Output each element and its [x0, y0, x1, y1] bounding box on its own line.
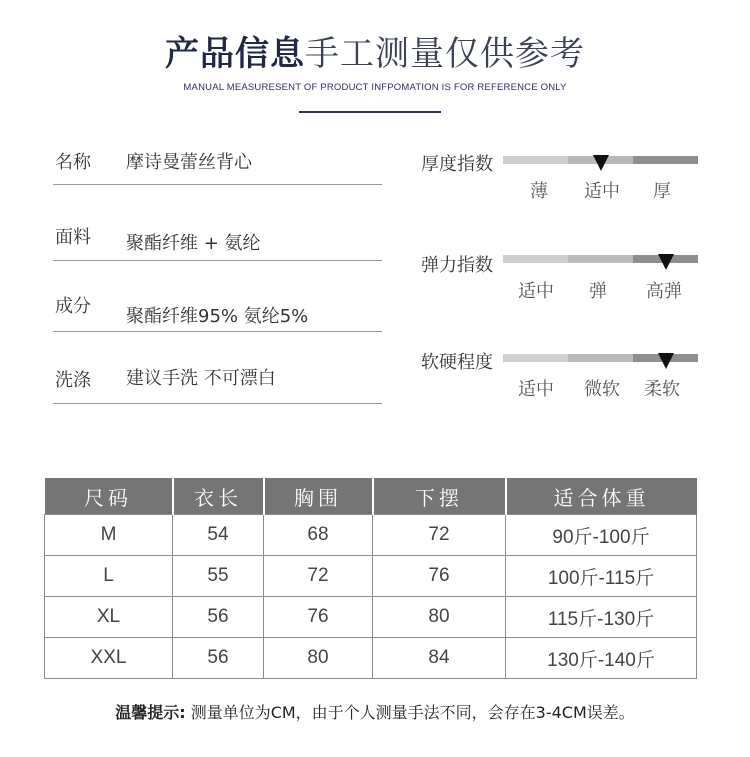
marker-icon: [593, 155, 609, 171]
table-row: [45, 515, 697, 556]
table-row: [45, 556, 697, 597]
note-prefix: 温馨提示:: [115, 703, 186, 722]
info-label-composition: 成分: [55, 296, 91, 317]
info-value-name: 摩诗曼蕾丝背心: [126, 152, 252, 173]
table-cell: 55: [173, 556, 264, 597]
table-cell: L: [45, 556, 173, 597]
index-option: 适中: [518, 379, 554, 400]
index-label-softness: 软硬程度: [421, 352, 493, 373]
index-option: 弹: [589, 281, 607, 302]
table-cell: 90斤-100斤: [506, 515, 697, 556]
index-option: 柔软: [644, 379, 680, 400]
title-underline: [299, 111, 441, 113]
index-option: 厚: [653, 181, 671, 202]
table-row: [45, 638, 697, 679]
column-header-hem: 下摆: [373, 478, 506, 515]
column-header-size: 尺码: [45, 478, 173, 515]
info-label-fabric: 面料: [55, 227, 91, 248]
table-header-row: [45, 478, 697, 515]
index-label-thickness: 厚度指数: [421, 154, 493, 175]
title-strong: 产品信息: [165, 34, 305, 74]
info-divider: [53, 260, 382, 261]
info-value-composition: 聚酯纤维95% 氨纶5%: [126, 306, 309, 327]
table-cell: 84: [373, 638, 506, 679]
table-cell: 72: [373, 515, 506, 556]
table-cell: 68: [264, 515, 373, 556]
table-cell: 54: [173, 515, 264, 556]
note-text: 测量单位为CM，由于个人测量手法不同，会存在3-4CM误差。: [185, 703, 635, 722]
info-value-fabric: 聚酯纤维 + 氨纶: [126, 233, 261, 254]
marker-icon: [658, 254, 674, 270]
table-cell: XL: [45, 597, 173, 638]
table-cell: 100斤-115斤: [506, 556, 697, 597]
table-cell: XXL: [45, 638, 173, 679]
table-cell: 56: [173, 597, 264, 638]
table-cell: 76: [373, 556, 506, 597]
table-cell: 72: [264, 556, 373, 597]
column-header-length: 衣长: [173, 478, 264, 515]
table-cell: 76: [264, 597, 373, 638]
index-option: 适中: [518, 281, 554, 302]
page-title: [0, 26, 750, 75]
table-row: [45, 597, 697, 638]
info-divider: [53, 331, 382, 332]
index-option: 适中: [584, 181, 620, 202]
index-option: 高弹: [646, 281, 682, 302]
info-divider: [53, 184, 382, 185]
index-label-elasticity: 弹力指数: [421, 255, 493, 276]
table-cell: 80: [264, 638, 373, 679]
table-cell: 56: [173, 638, 264, 679]
index-option: 薄: [530, 181, 548, 202]
table-cell: 115斤-130斤: [506, 597, 697, 638]
column-header-weight: 适合体重: [506, 478, 697, 515]
size-table: [44, 478, 696, 679]
table-cell: 130斤-140斤: [506, 638, 697, 679]
info-label-washing: 洗涤: [55, 370, 91, 391]
page-subtitle: MANUAL MEASURESENT OF PRODUCT INFPOMATION IS FOR REFERENCE ONLY: [183, 82, 567, 93]
index-option: 微软: [584, 379, 620, 400]
info-divider: [53, 403, 382, 404]
table-cell: 80: [373, 597, 506, 638]
table-cell: M: [45, 515, 173, 556]
column-header-bust: 胸围: [264, 478, 373, 515]
info-value-washing: 建议手洗 不可漂白: [126, 368, 276, 389]
marker-icon: [658, 353, 674, 369]
title-light: 手工测量仅供参考: [305, 34, 585, 74]
info-label-name: 名称: [55, 152, 91, 173]
footer-note: [0, 700, 750, 723]
